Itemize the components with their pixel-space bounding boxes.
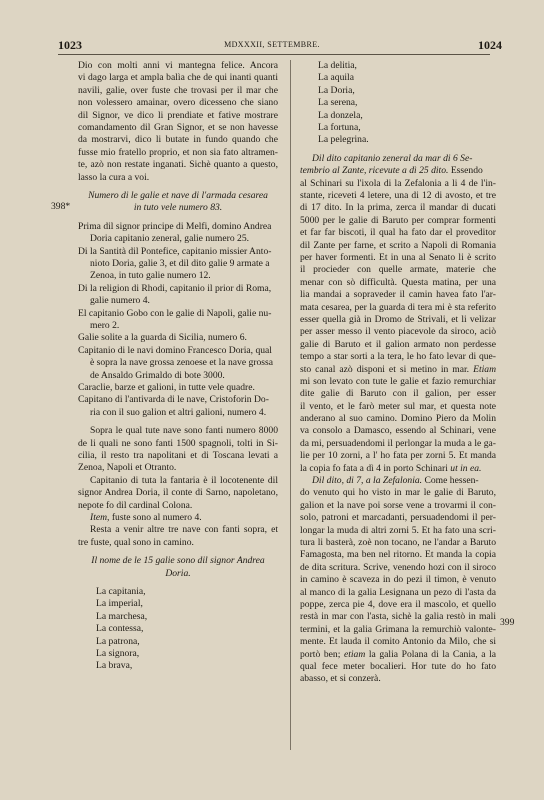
letter2-line: in camino è scaveza in do pezi il timon, è venuto (300, 574, 496, 586)
opening-line: navili, galie, over fuste che trovasi per il mar che (78, 84, 278, 96)
captain-line: nepote fo dil cardinal Colona. (78, 499, 193, 511)
letter1-body-continued (300, 376, 496, 463)
letter1-line: lia mandai a sopraveder il camin havea fato l'ar- (300, 289, 496, 301)
galley-name: La donzela, (318, 109, 363, 121)
letter1-line: 5000 per le galie di Baruto per comprar formenti (300, 214, 496, 226)
letter1-line-before-etiam: sto canal azò disponi et si metino in mar. (300, 363, 470, 375)
letter2-after-etiam: la galia Polana di la Cania, a la (365, 648, 496, 660)
galley-name: La patrona, (96, 635, 140, 647)
letter1-last-line (300, 463, 496, 475)
letter2-end-line: qual fece meter bocalieri. Hor tute do ho fato (300, 660, 496, 672)
fleet-line: Doria capitanio zeneral, galie numero 25. (90, 233, 250, 245)
fleet-line: nioto Doria, galie 3, et dil dito galie 9 armate a (90, 257, 270, 269)
fleet-line: mero 2. (90, 319, 120, 331)
letter1b-line: va consolo a Damasco, essendo al Schinari, vene (300, 425, 496, 437)
letter1b-line: il vento, et le farò meter sul mar, et questa note (300, 400, 496, 412)
remaining-line: Resta a venir altre tre nave con fanti sopra, et (90, 524, 278, 536)
letter2-etiam-line (300, 649, 496, 661)
margin-number-left: 398* (51, 201, 71, 212)
fleet-line: è sopra la nave grossa zenoese et la nave grossa (90, 357, 274, 369)
item-rest: fuste sono al numero 4. (109, 512, 202, 523)
letter1-line: menar con sò difficultà. Questa matina, per una (300, 276, 496, 288)
etiam-word-2: etiam (343, 648, 366, 660)
troops-line: de li quali ne sono fanti 1500 spagnoli, tolti in Si- (78, 437, 278, 449)
letter1b-line: da mi, persuadendomi il perlongar la muda a le ga- (300, 437, 496, 449)
remaining-ships-paragraph (78, 524, 278, 549)
heading2-line: Il nome de le 15 galie sono dil signor Andrea (91, 555, 265, 567)
letter2-line: termini, et la galia Grimana la remurchiò valonte- (300, 623, 496, 635)
galley-name: La serena, (318, 97, 358, 109)
header-rule (58, 54, 490, 55)
opening-line: fusse mio fratello proprio, et non sia fato altramen- (78, 146, 278, 158)
letter1-line: di 17 dito. In la prima, zerca il mandar di ducati (300, 202, 496, 214)
galley-name: La brava, (96, 660, 133, 672)
letter1-title-line2 (300, 165, 496, 177)
fleet-line: Capitano di l'antivarda di le nave, Cristoforin Do- (78, 394, 269, 406)
galley-name: La Doria, (318, 84, 355, 96)
heading2-line: Doria. (165, 567, 191, 579)
letter1b-line: lie per 10 zorni, a l' ho fata per zorni 5. Et manda (300, 450, 496, 462)
fleet-line: El capitanio Gobo con le galie di Napoli, galie nu- (78, 307, 272, 319)
letter1b-line: mi son levato con tute le galie et fazio remurchiar (300, 375, 496, 387)
letter1-title-text: tembrio al Zante, ricevute a dì 25 dito. (300, 165, 449, 177)
left-column (78, 60, 278, 673)
galley-name: La delitia, (318, 60, 357, 71)
letter1-body (300, 178, 496, 364)
galley-name: La contessa, (96, 623, 144, 635)
galley-name: La imperial, (96, 598, 143, 610)
letter2-line: al manco di la galia Lesignana un pezo di l'asta da (300, 586, 496, 598)
galley-name: La aquila (318, 72, 354, 84)
letter2-line: poppe, zerca pie 4, dove era il mascolo, et quello (300, 598, 496, 610)
opening-line: vi dago larga et ampla balìa che de qui inanti quanti (78, 72, 278, 84)
troops-line: cilia, il resto tra napolitani et di Toscana levati a (78, 450, 278, 462)
ut-in-ea: ut in ea. (450, 462, 482, 474)
opening-line: Dio con molti anni vi mantegna felice. Ancora (78, 60, 278, 71)
letter2-line: de dita scritura. Scrive, venendo hozi con il siroco (300, 561, 496, 573)
troops-line: Sopra le qual tute nave sono fanti numero 8000 (90, 425, 278, 437)
galley-name: La fortuna, (318, 122, 361, 134)
letter1-line: stante, riceveti 4 letere, una di 12 di avosto, et tre (300, 190, 496, 202)
letter2-line: do venuto qui ho visto in mar le galie di Baruto, (300, 487, 496, 499)
galley-names-list-right (300, 60, 496, 147)
item-line (78, 512, 278, 524)
letter2-line: galion et la nave poi sorse vene a trovarmi il con- (300, 499, 496, 511)
opening-line: dil Signor, ve dico li prendiate et fative mostrare (78, 109, 278, 121)
fleet-line: Di la religion di Rhodi, capitanio il prior di Roma, (78, 282, 272, 294)
letter1b-line: anderano al suo camino. Domino Piero da Molin (300, 413, 496, 425)
fleet-line: Di la Santità dil Pontefice, capitanio missier Anto- (78, 245, 272, 257)
column-divider (290, 60, 291, 750)
letter2-first-words: Come hessen- (422, 475, 479, 487)
letter1-line: per haver formenti. Et in una al Senato li è scrito (300, 252, 496, 263)
galley-name: La capitania, (96, 586, 146, 598)
page-number-left: 1023 (58, 38, 82, 52)
captain-paragraph (78, 475, 278, 512)
heading-line: Numero di le galie et nave di l'armada cesarea (88, 189, 268, 201)
fleet-line: Galie solite a la guarda di Sicilia, numero 6. (78, 332, 247, 344)
letter1-line: dil Zante per farne, et scrito a Napoli di Romania (300, 239, 496, 251)
letter2-line: tura li basterà, zoè non tocano, ne l'andar a Baruto (300, 537, 496, 549)
letter2-line: Famagosta, ma ben nel ritorno. Et manda la copia (300, 549, 496, 561)
item-prefix: Item, (90, 512, 110, 523)
letter1-first-words: Essendo (448, 165, 483, 177)
remaining-line: tre fuste, qual sono in camino. (78, 536, 194, 548)
fleet-line: Capitanio di le navi domino Francesco Doria, qual (78, 344, 272, 356)
fleet-heading (78, 190, 278, 215)
letter2-title-line (300, 475, 496, 487)
opening-paragraph (78, 60, 278, 184)
letter1-last-text: la copia fo fata a dì 4 in porto Schinari (300, 462, 448, 474)
margin-number-right: 399 (500, 617, 515, 628)
letter1-line: il procieder con quelle armate, materie che (300, 264, 496, 276)
fleet-line: Caraclie, barze et galioni, in tutte vele quadre. (78, 382, 255, 394)
galley-name: La pelegrina. (318, 134, 369, 146)
fleet-line: galie numero 4. (90, 295, 150, 307)
letter1-etiam-line (300, 364, 496, 376)
fleet-line: Zenoa, in tuto galie numero 12. (90, 270, 211, 282)
galley-names-list-left (78, 586, 278, 673)
heading-line: in tuto vele numero 83. (133, 202, 223, 214)
fleet-list (78, 221, 278, 420)
galley-names-heading (78, 555, 278, 580)
letter2-line-before-etiam: portò ben; (300, 648, 341, 660)
captain-line: Capitanio di tuta la fantaria è il locotenente dil (90, 474, 278, 486)
letter2-line: restà in mar con l'asta, sichè la galia restò in mali (300, 611, 496, 623)
letter1-line: esser quella già in Dromo de Strivali, et li velizar (300, 313, 496, 325)
letter2-line: longar la muda di altri zorni 5. Et ha fato una scri- (300, 524, 496, 536)
letter1-line: tempo a star sorti a la tera, le ho fato levar di que- (300, 351, 496, 363)
page-header (0, 38, 544, 52)
letter1-line: et far far biscoti, il qual ha fato dar el proveditor (300, 227, 496, 239)
letter2-line: solo, patroni et marcadanti, persuadendomi il per- (300, 512, 496, 524)
page-number-right: 1024 (478, 38, 502, 52)
galley-name: La marchesa, (96, 610, 148, 622)
letter1-line: galie di Baruto et il galion armato non perdesse (300, 338, 496, 350)
galley-name: La signora, (96, 648, 140, 660)
letter2-body (300, 487, 496, 648)
captain-line: signor Andrea Doria, il conte di Sarno, napoletano, (78, 487, 278, 499)
letter2-title: Dil dito, di 7, a la Zefalonia. (312, 475, 423, 487)
letter1-line: per asser messo il vento piacevole da siroco, aciò (300, 326, 496, 338)
opening-line: comandamento dil Gran Signor, et se non havesse (78, 121, 278, 133)
troops-paragraph (78, 425, 278, 475)
letter2-ending (300, 661, 496, 686)
fleet-line: Prima dil signor principe di Melfi, domino Andrea (78, 220, 272, 232)
letter1-title-line1: Dil dito capitanio zeneral da mar di 6 Se- (312, 152, 473, 164)
etiam-word-1: Etiam (473, 363, 496, 375)
opening-line: te, azò non restate inganati. Sichè quanto a questo, (78, 159, 278, 171)
running-head: MDXXXII, SETTEMBRE. (224, 40, 320, 49)
letter1-line: mata cesarea, per la guarda di tera mi è sta referito (300, 301, 496, 313)
troops-line: Zenoa, Napoli et Otranto. (78, 462, 177, 474)
letter2-end-line: abasso, et si conzerà. (300, 673, 381, 685)
opening-line: non volessero amainar, overo dicesseno che siano (78, 97, 278, 109)
fleet-line: de Ansaldo Grimaldo di bote 3000. (90, 369, 225, 381)
letter1-line: al Schinari su l'ixola di la Zefalonia a li 4 de l'in- (300, 177, 496, 189)
right-column (300, 60, 496, 686)
opening-line: da mostrarvi, dico li butate in fundo quando che (78, 134, 278, 146)
opening-line: lasso la cura a voi. (78, 171, 150, 183)
letter1b-line: dite galie di Baruto con il galion, per esser (300, 388, 496, 400)
letter2-line: mente. Et lauda il comito Antonio da Milo, che si (300, 636, 496, 648)
fleet-line: ria con il suo galion et altri galioni, numero 4. (90, 406, 267, 418)
